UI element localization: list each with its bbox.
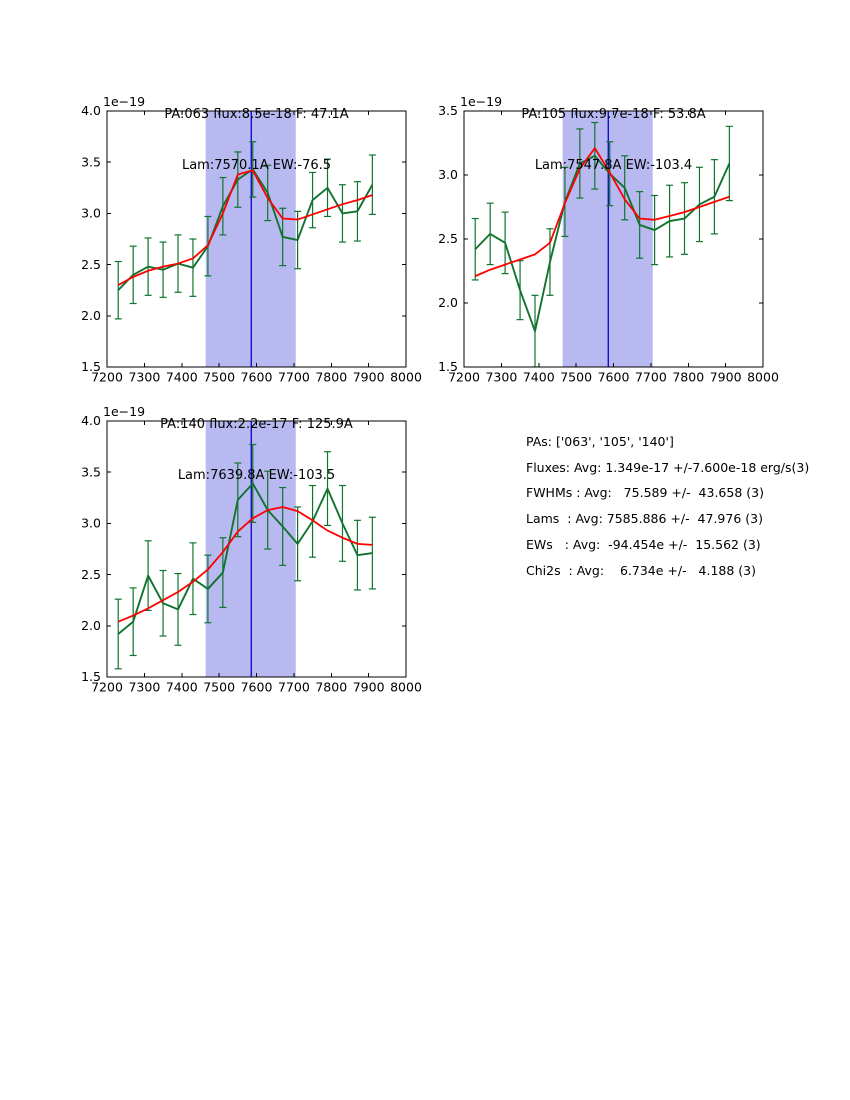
y-axis-offset-label: 1e−19 bbox=[103, 94, 146, 109]
plot-title-line2: Lam:7639.8A EW:-103.5 bbox=[177, 468, 336, 483]
x-tick-label: 7400 bbox=[165, 679, 198, 695]
x-tick-label: 7200 bbox=[91, 369, 123, 385]
x-tick-label: 7700 bbox=[277, 679, 310, 695]
stats-chi2s: Chi2s : Avg: 6.734e +/- 4.188 (3) bbox=[526, 562, 757, 578]
x-tick-label: 7500 bbox=[560, 369, 593, 385]
x-tick-label: 7700 bbox=[277, 369, 310, 385]
y-tick-label: 3.5 bbox=[438, 103, 458, 119]
y-tick-label: 1.5 bbox=[81, 669, 101, 685]
y-tick-label: 2.5 bbox=[438, 231, 458, 247]
x-tick-label: 7500 bbox=[203, 369, 236, 385]
plot-title-line2: Lam:7547.8A EW:-103.4 bbox=[534, 158, 693, 173]
plot-title-line1: PA:063 flux:8.5e-18 F: 47.1A bbox=[164, 107, 349, 122]
y-axis-offset-label: 1e−19 bbox=[460, 94, 503, 109]
y-tick-label: 3.0 bbox=[81, 205, 101, 221]
stats-ews: EWs : Avg: -94.454e +/- 15.562 (3) bbox=[526, 536, 761, 552]
y-tick-label: 3.0 bbox=[438, 167, 458, 183]
plot-title-pa063 bbox=[67, 72, 446, 191]
x-tick-label: 7800 bbox=[315, 679, 348, 695]
y-tick-label: 2.5 bbox=[81, 566, 101, 582]
x-tick-label: 7900 bbox=[352, 679, 385, 695]
y-tick-label: 2.0 bbox=[81, 618, 101, 633]
x-tick-label: 7300 bbox=[485, 369, 518, 385]
stats-fwhms: FWHMs : Avg: 75.589 +/- 43.658 (3) bbox=[526, 485, 764, 501]
plot-title-line1: PA:140 flux:2.2e-17 F: 125.9A bbox=[160, 417, 353, 432]
x-tick-label: 8000 bbox=[747, 369, 779, 385]
y-tick-label: 2.0 bbox=[438, 295, 458, 311]
plot-title-pa140 bbox=[67, 382, 446, 501]
x-tick-label: 7200 bbox=[448, 369, 480, 385]
x-tick-label: 7200 bbox=[91, 679, 123, 695]
summary-stats bbox=[526, 429, 809, 583]
x-tick-label: 7600 bbox=[597, 369, 630, 385]
x-tick-label: 7800 bbox=[315, 369, 348, 385]
y-tick-label: 3.0 bbox=[81, 515, 101, 531]
y-tick-label: 2.0 bbox=[81, 308, 101, 323]
x-tick-label: 7600 bbox=[240, 679, 273, 695]
x-tick-label: 7400 bbox=[522, 369, 555, 385]
stats-lams: Lams : Avg: 7585.886 +/- 47.976 (3) bbox=[526, 511, 763, 527]
y-tick-label: 3.5 bbox=[81, 464, 101, 480]
y-tick-label: 3.5 bbox=[81, 154, 101, 170]
x-tick-label: 8000 bbox=[390, 679, 422, 695]
plot-title-line2: Lam:7570.1A EW:-76.5 bbox=[181, 158, 332, 173]
x-tick-label: 7900 bbox=[352, 369, 385, 385]
x-tick-label: 8000 bbox=[390, 369, 422, 385]
y-tick-label: 1.5 bbox=[438, 359, 458, 375]
stats-fluxes: Fluxes: Avg: 1.349e-17 +/-7.600e-18 erg/s(3) bbox=[526, 459, 810, 475]
x-tick-label: 7800 bbox=[672, 369, 705, 385]
x-tick-label: 7700 bbox=[634, 369, 667, 385]
y-tick-label: 1.5 bbox=[81, 359, 101, 375]
y-axis-offset-label: 1e−19 bbox=[103, 404, 146, 419]
y-tick-label: 4.0 bbox=[81, 413, 101, 429]
x-tick-label: 7600 bbox=[240, 369, 273, 385]
stats-pas: PAs: ['063', '105', '140'] bbox=[526, 434, 674, 449]
plot-title-line1: PA:105 flux:9.7e-18 F: 53.8A bbox=[521, 107, 706, 122]
x-tick-label: 7500 bbox=[203, 679, 236, 695]
plot-title-pa105 bbox=[424, 72, 803, 191]
x-tick-label: 7300 bbox=[128, 369, 161, 385]
y-tick-label: 4.0 bbox=[81, 103, 101, 119]
y-tick-label: 2.5 bbox=[81, 256, 101, 272]
x-tick-label: 7900 bbox=[709, 369, 742, 385]
x-tick-label: 7400 bbox=[165, 369, 198, 385]
x-tick-label: 7300 bbox=[128, 679, 161, 695]
